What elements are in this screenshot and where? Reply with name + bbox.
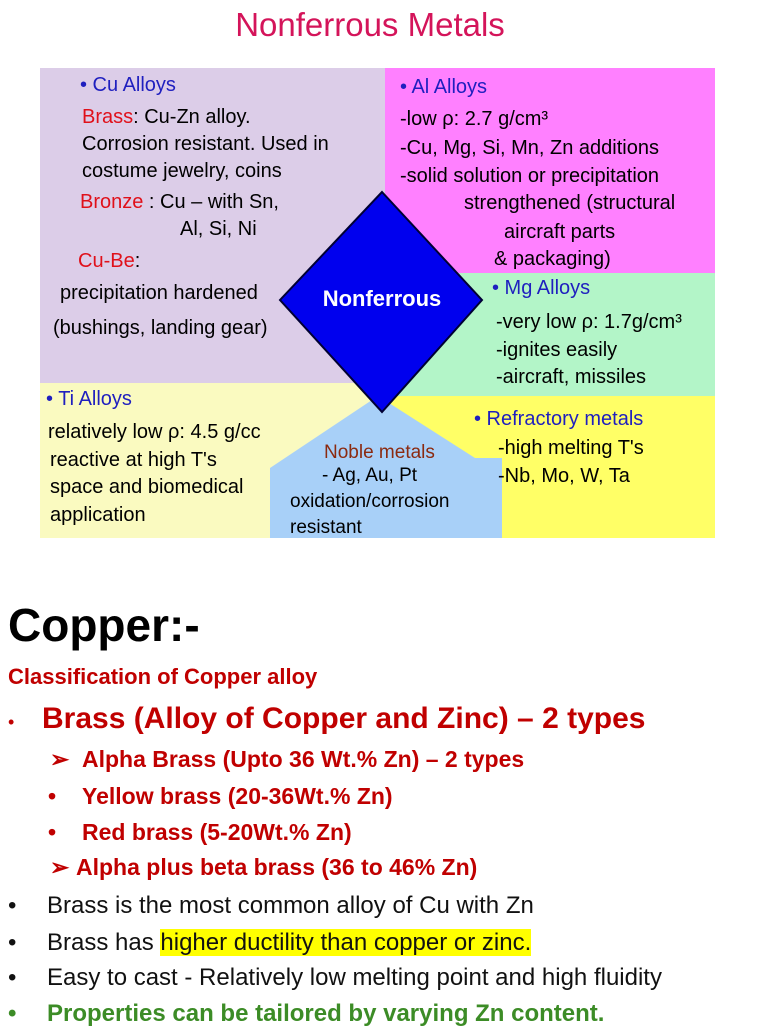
cube-desc-2: (bushings, landing gear) (53, 317, 268, 339)
ti-alloys-heading: • Ti Alloys (46, 388, 132, 410)
ti-line-2: reactive at high T's (50, 449, 217, 471)
bronze-line (80, 189, 279, 216)
slide-title: Nonferrous Metals (235, 6, 505, 43)
cu-alloys-heading: • Cu Alloys (80, 74, 176, 96)
ti-line-1: relatively low ρ: 4.5 g/cc (48, 421, 261, 443)
noble-line-1: - Ag, Au, Pt (322, 465, 418, 486)
bullet-dot-icon: • (8, 964, 17, 991)
ti-line-3: space and biomedical (50, 476, 244, 498)
bullet-dot-icon: • (8, 712, 15, 732)
brass-bullet: Brass (Alloy of Copper and Zinc) – 2 types (42, 702, 646, 735)
mg-line-1: -very low ρ: 1.7g/cm³ (496, 311, 682, 333)
point-1: Brass is the most common alloy of Cu with Zn (47, 892, 534, 919)
brass-desc: : Cu-Zn alloy. (133, 106, 251, 128)
brass-desc-3: costume jewelry, coins (82, 160, 282, 182)
arrow-bullet-icon: ➢ (50, 854, 70, 880)
yellow-brass-item: Yellow brass (20-36Wt.% Zn) (82, 783, 393, 809)
point-3: Easy to cast - Relatively low melting point and high fluidity (47, 964, 662, 991)
point-2 (47, 929, 531, 957)
mg-alloys-heading: • Mg Alloys (492, 277, 591, 299)
brass-desc-2: Corrosion resistant. Used in (82, 133, 329, 155)
brass-line (82, 104, 251, 131)
bronze-desc-2: Al, Si, Ni (180, 218, 257, 240)
red-brass-item: Red brass (5-20Wt.% Zn) (82, 819, 352, 845)
alpha-beta-brass-item: Alpha plus beta brass (36 to 46% Zn) (76, 854, 478, 880)
copper-heading: Copper:- (8, 599, 200, 651)
bullet-dot-icon: • (48, 783, 57, 809)
noble-line-2: oxidation/corrosion (290, 491, 450, 512)
al-alloys-heading: • Al Alloys (400, 76, 488, 98)
noble-line-3: resistant (290, 517, 362, 538)
bullet-dot-icon: • (8, 1000, 17, 1027)
al-line-1: -low ρ: 2.7 g/cm³ (400, 108, 549, 130)
point-2-highlight: higher ductility than copper or zinc. (160, 929, 532, 956)
cube-term: Cu-Be (78, 250, 135, 272)
refractory-metals-heading: • Refractory metals (474, 408, 644, 430)
refractory-line-2: -Nb, Mo, W, Ta (498, 465, 630, 487)
mg-line-3: -aircraft, missiles (496, 366, 647, 388)
refractory-line-1: -high melting T's (498, 437, 644, 459)
point-2-text: Brass has (47, 929, 161, 956)
bullet-dot-icon: • (48, 819, 57, 845)
al-line-6: & packaging) (494, 248, 611, 270)
al-line-2: -Cu, Mg, Si, Mn, Zn additions (400, 137, 659, 159)
al-line-5: aircraft parts (504, 221, 616, 243)
cube-colon: : (134, 250, 141, 272)
bullet-dot-icon: • (8, 892, 17, 919)
noble-metals-heading: Noble metals (324, 442, 435, 463)
bronze-term: Bronze (80, 191, 144, 213)
ti-line-4: application (50, 504, 146, 526)
al-line-3: -solid solution or precipitation (400, 165, 660, 187)
nonferrous-center-label: Nonferrous (322, 286, 442, 311)
alpha-brass-item: Alpha Brass (Upto 36 Wt.% Zn) – 2 types (82, 746, 525, 772)
cube-line (78, 248, 140, 275)
cube-desc-1: precipitation hardened (60, 282, 258, 304)
mg-line-2: -ignites easily (496, 339, 618, 361)
arrow-bullet-icon: ➢ (50, 746, 70, 772)
bronze-desc: : Cu – with Sn, (143, 191, 279, 213)
point-4: Properties can be tailored by varying Zn content. (47, 1000, 605, 1027)
classification-subheading: Classification of Copper alloy (8, 664, 318, 689)
al-line-4: strengthened (structural (464, 192, 676, 214)
bullet-dot-icon: • (8, 929, 17, 956)
brass-term: Brass (82, 106, 134, 128)
